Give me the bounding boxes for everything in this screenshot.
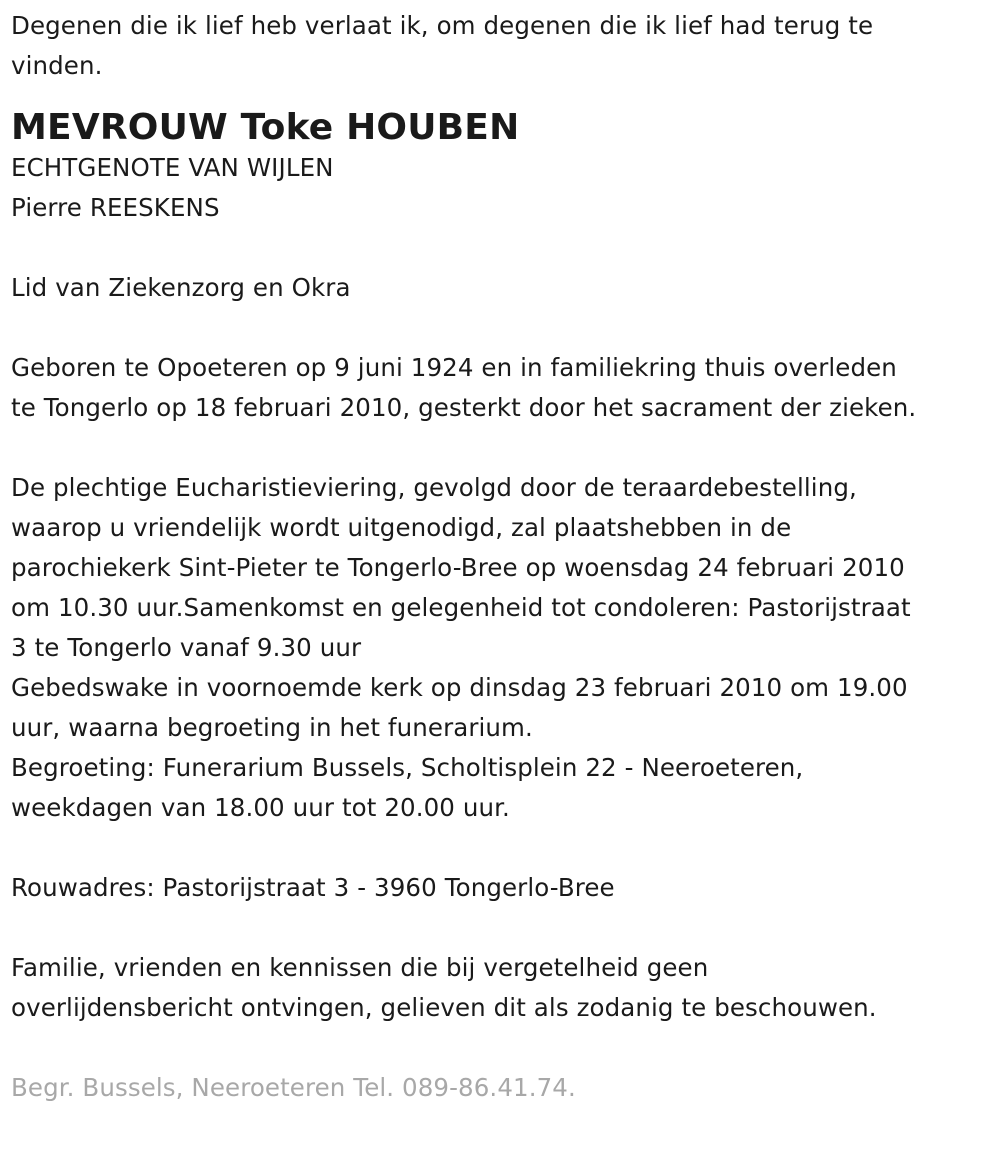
greeting-line: weekdagen van 18.00 uur tot 20.00 uur. bbox=[11, 793, 510, 822]
spouse-label: ECHTGENOTE VAN WIJLEN bbox=[11, 153, 334, 182]
funeral-home-footer: Begr. Bussels, Neeroeteren Tel. 089-86.41.74. bbox=[11, 1073, 576, 1102]
mourning-address: Rouwadres: Pastorijstraat 3 - 3960 Tongerlo-Bree bbox=[11, 873, 615, 902]
birth-death-line: te Tongerlo op 18 februari 2010, gesterkt door het sacrament der zieken. bbox=[11, 393, 917, 422]
spacer bbox=[11, 308, 991, 348]
motto-line: Degenen die ik lief heb verlaat ik, om degenen die ik lief had terug te bbox=[11, 11, 874, 40]
birth-death-line: Geboren te Opoeteren op 9 juni 1924 en in familiekring thuis overleden bbox=[11, 353, 897, 382]
service-line: 3 te Tongerlo vanaf 9.30 uur bbox=[11, 633, 362, 662]
family-note-line: Familie, vrienden en kennissen die bij vergetelheid geen bbox=[11, 953, 709, 982]
spacer bbox=[11, 1028, 991, 1068]
spacer bbox=[11, 228, 991, 268]
membership-text: Lid van Ziekenzorg en Okra bbox=[11, 273, 351, 302]
obituary-notice bbox=[11, 6, 991, 1108]
service-line: om 10.30 uur.Samenkomst en gelegenheid tot condoleren: Pastorijstraat bbox=[11, 593, 911, 622]
service-line: De plechtige Eucharistieviering, gevolgd door de teraardebestelling, bbox=[11, 473, 857, 502]
greeting-line: Begroeting: Funerarium Bussels, Scholtisplein 22 - Neeroeteren, bbox=[11, 753, 804, 782]
motto-line: vinden. bbox=[11, 51, 103, 80]
service-line: waarop u vriendelijk wordt uitgenodigd, zal plaatshebben in de bbox=[11, 513, 792, 542]
vigil-line: uur, waarna begroeting in het funerarium. bbox=[11, 713, 533, 742]
family-note-line: overlijdensbericht ontvingen, gelieven dit als zodanig te beschouwen. bbox=[11, 993, 877, 1022]
service-line: parochiekerk Sint-Pieter te Tongerlo-Bree op woensdag 24 februari 2010 bbox=[11, 553, 905, 582]
spacer bbox=[11, 428, 991, 468]
spacer bbox=[11, 908, 991, 948]
spouse-name: Pierre REESKENS bbox=[11, 193, 220, 222]
spacer bbox=[11, 828, 991, 868]
vigil-line: Gebedswake in voornoemde kerk op dinsdag 23 februari 2010 om 19.00 bbox=[11, 673, 908, 702]
deceased-name: MEVROUW Toke HOUBEN bbox=[11, 107, 520, 148]
